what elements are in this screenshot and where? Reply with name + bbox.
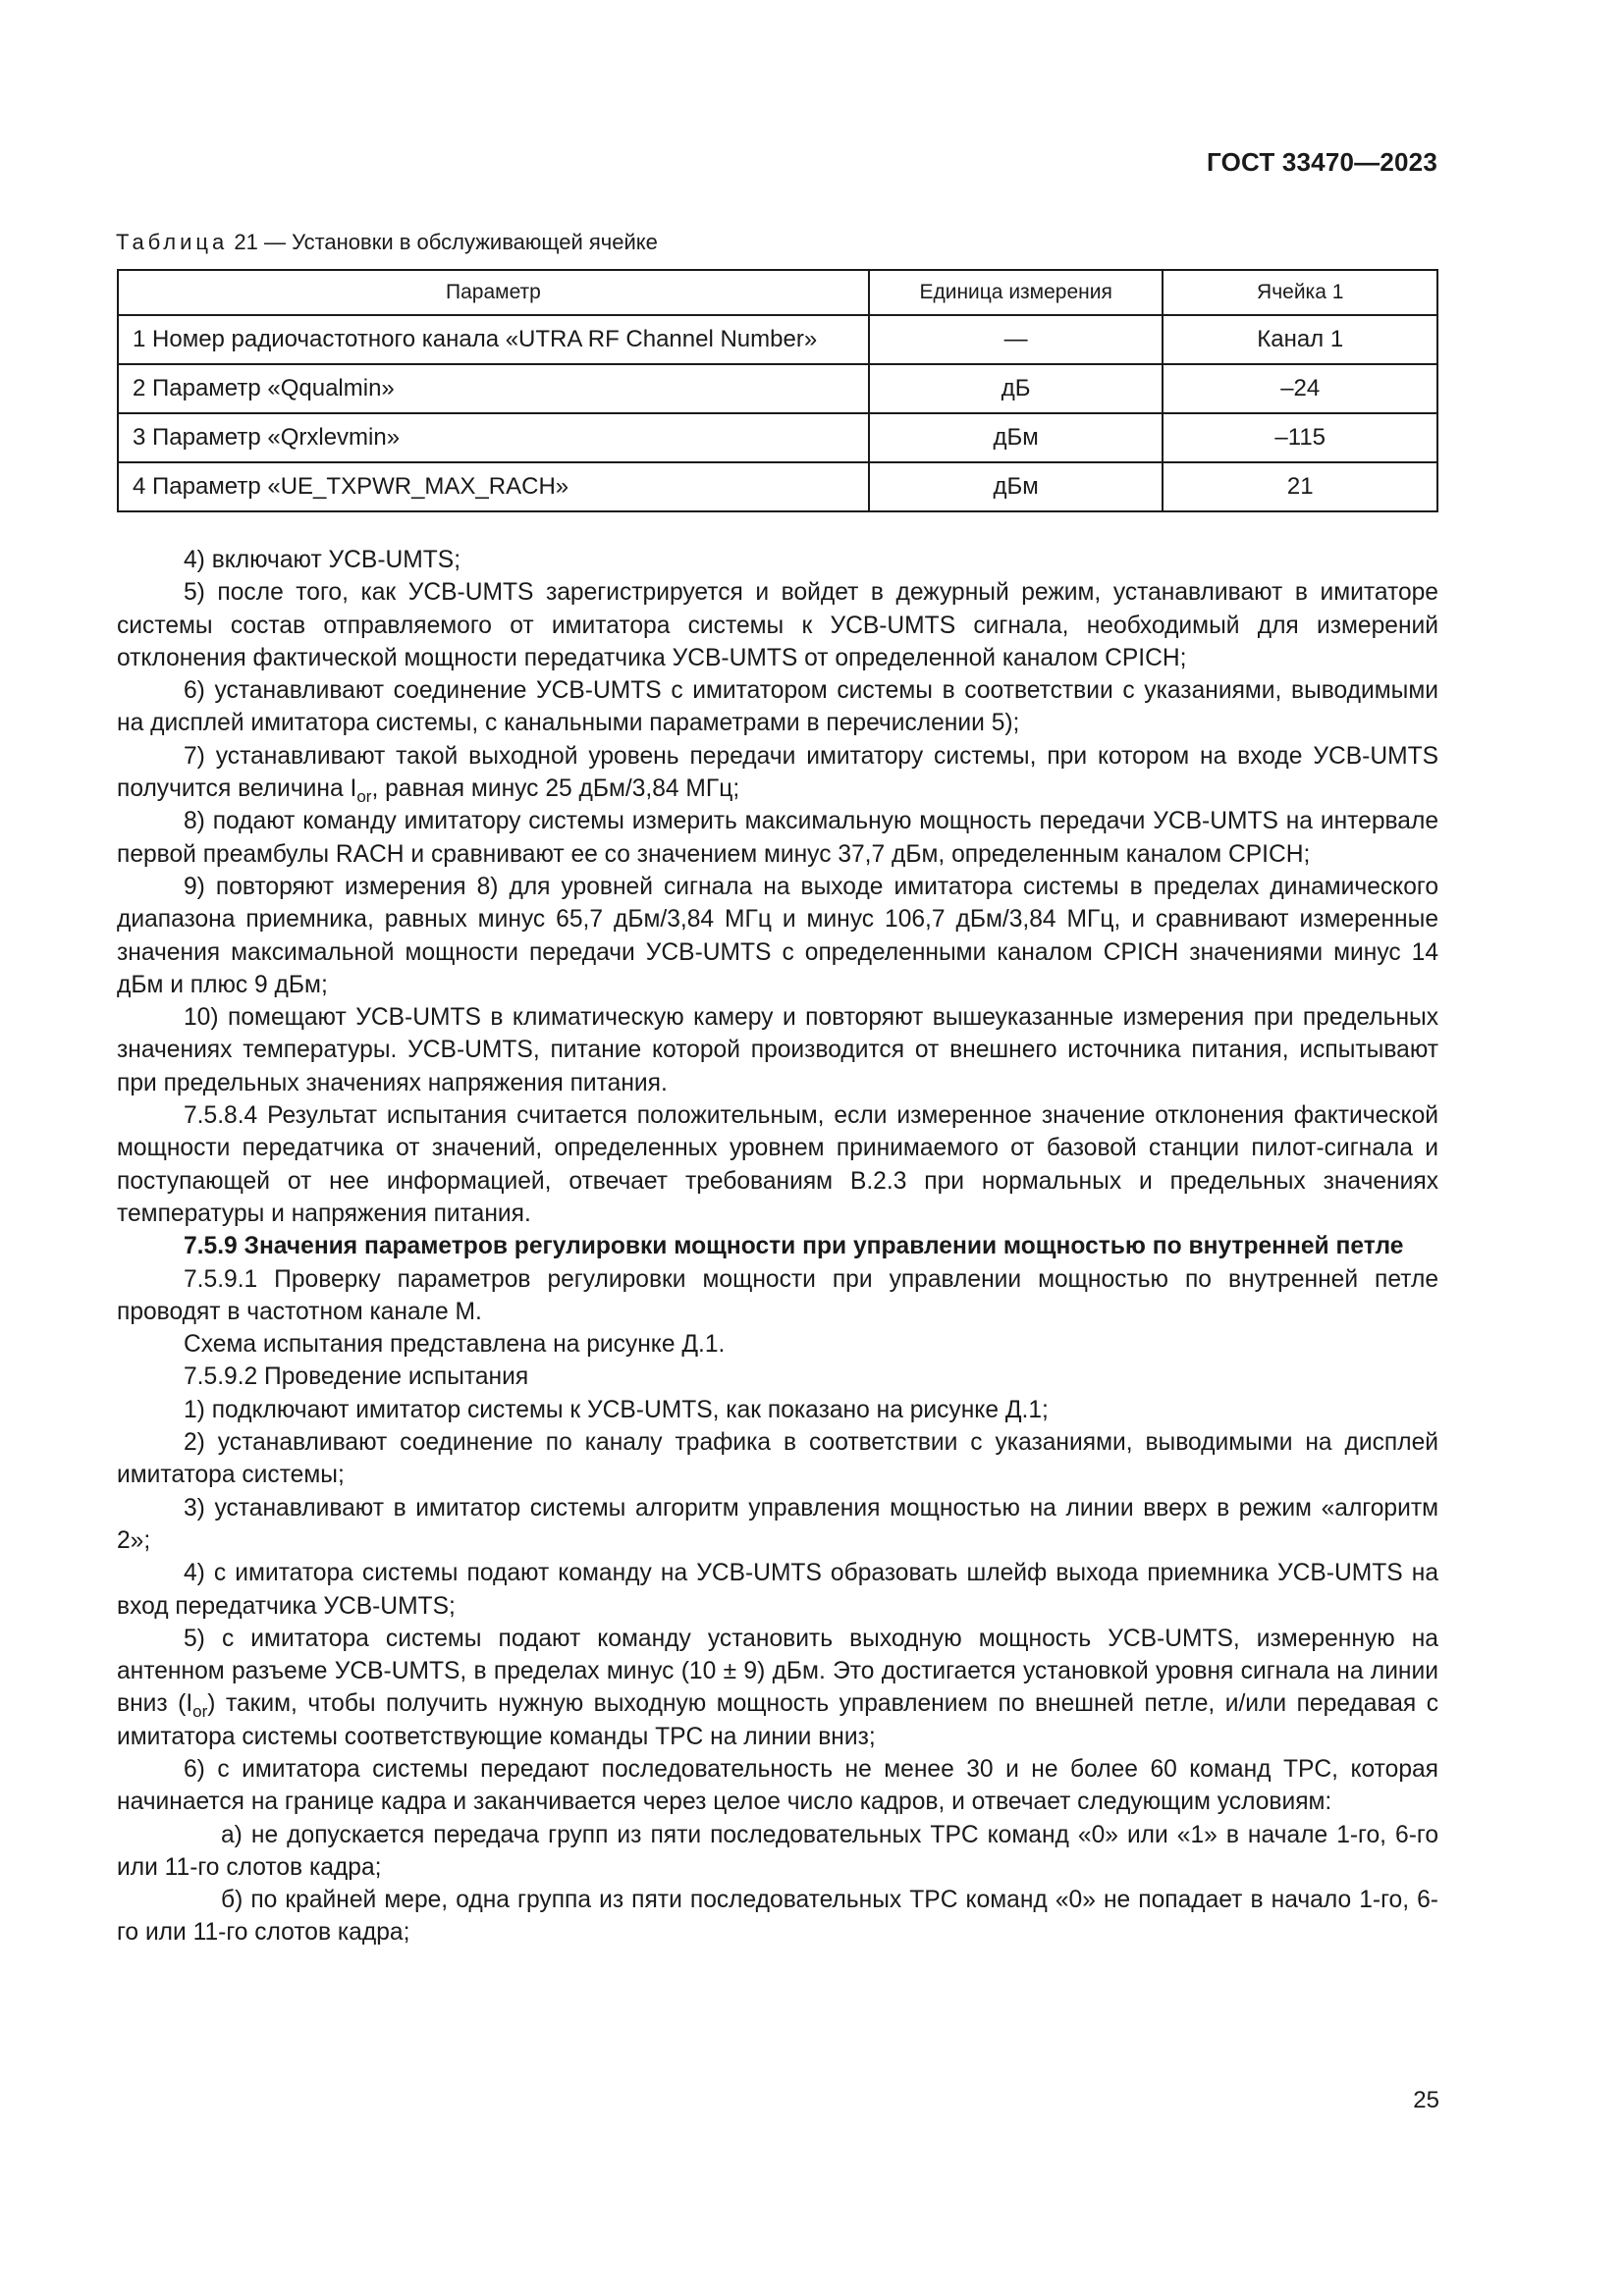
table-cell: –115	[1163, 413, 1437, 462]
paragraph: 6) устанавливают соединение УСВ-UMTS с имитатором системы в соответствии с указаниями, выводимыми на дисплей имитатора системы, с канальными параметрами в перечислении 5);	[117, 677, 1438, 737]
table-cell: 1 Номер радиочастотного канала «UTRA RF Channel Number»	[118, 315, 869, 364]
paragraph: 5) после того, как УСВ-UMTS зарегистрируется и войдет в дежурный режим, устанавливают в имитаторе системы состав отправляемого от имитатора системы к УСВ-UMTS сигнала, необходимый для измерений отклонения фактической мощности передатчика УСВ-UMTS от определенной каналом CPICH;	[117, 579, 1438, 671]
paragraph: 4) с имитатора системы подают команду на УСВ-UMTS образовать шлейф выхода приемника УСВ-UMTS на вход передатчика УСВ-UMTS;	[117, 1560, 1438, 1620]
text-run: , равная минус 25 дБм/3,84 МГц;	[371, 775, 740, 803]
paragraph: 7.5.9.1 Проверку параметров регулировки мощности при управлении мощностью по внутренней петле проводят в частотном канале М.	[117, 1265, 1438, 1325]
table-row	[118, 462, 1437, 511]
table-cell: 21	[1163, 462, 1437, 511]
table-header-row	[118, 270, 1437, 315]
table-caption-text: 21 — Установки в обслуживающей ячейке	[228, 230, 658, 254]
table-cell: Канал 1	[1163, 315, 1437, 364]
paragraph: 4) включают УСВ-UMTS;	[184, 547, 461, 573]
paragraph: 7.5.8.4 Результат испытания считается положительным, если измеренное значение отклонения фактической мощности передатчика от значений, определенных уровнем принимаемого от базовой станции пилот-сигнала и поступающей от нее информацией, отвечает требованиям В.2.3 при нормальных и предельных значениях температуры и напряжения питания.	[117, 1102, 1438, 1227]
text-run: 7) устанавливают такой выходной уровень передачи имитатору системы, при котором на входе УСВ-UMTS получится величина I	[117, 742, 1438, 803]
table-cell: 2 Параметр «Qqualmin»	[118, 364, 869, 413]
standard-number: ГОСТ 33470—2023	[1207, 147, 1437, 177]
subscript: or	[356, 786, 372, 806]
table-caption-prefix: Таблица	[116, 230, 229, 254]
table-cell: дБ	[869, 364, 1164, 413]
table-header-cell: Ячейка 1	[1163, 270, 1437, 315]
table-row	[118, 364, 1437, 413]
paragraph: 7.5.9.2 Проведение испытания	[184, 1363, 529, 1391]
sub-list-item: б) по крайней мере, одна группа из пяти последовательных TPC команд «0» не попадает в начало 1-го, 6-го или 11-го слотов кадра;	[117, 1887, 1438, 1947]
table-row	[118, 315, 1437, 364]
table-cell: —	[869, 315, 1164, 364]
settings-table	[117, 269, 1438, 512]
subscript: or	[192, 1702, 208, 1722]
table-header-cell: Единица измерения	[869, 270, 1164, 315]
paragraph: 3) устанавливают в имитатор системы алгоритм управления мощностью на линии вверх в режим «алгоритм 2»;	[117, 1494, 1438, 1554]
text-run: 5) с имитатора системы подают команду установить выходную мощность УСВ-UMTS, измеренную на антенном разъеме УСВ-UMTS, в пределах минус (10 ± 9) дБм. Это достигается установкой уровня сигнала на линии вниз (I	[117, 1625, 1438, 1718]
paragraph: 2) устанавливают соединение по каналу трафика в соответствии с указаниями, выводимыми на дисплей имитатора системы;	[117, 1429, 1438, 1489]
table-cell: –24	[1163, 364, 1437, 413]
paragraph: 1) подключают имитатор системы к УСВ-UMTS, как показано на рисунке Д.1;	[184, 1396, 1049, 1423]
paragraph: 9) повторяют измерения 8) для уровней сигнала на выходе имитатора системы в пределах динамического диапазона приемника, равных минус 65,7 дБм/3,84 МГц и минус 106,7 дБм/3,84 МГц, и сравнивают измеренные значения максимальной мощности передачи УСВ-UMTS с определенными каналом CPICH значениями минус 14 дБм и плюс 9 дБм;	[117, 873, 1438, 998]
body-text	[117, 544, 1438, 1949]
table-cell: дБм	[869, 413, 1164, 462]
paragraph: 6) с имитатора системы передают последовательность не менее 30 и не более 60 команд TPC, которая начинается на границе кадра и заканчивается через целое число кадров, и отвечает следующим условиям:	[117, 1755, 1438, 1816]
page-number: 25	[1413, 2087, 1439, 2113]
sub-list-item: а) не допускается передача групп из пяти последовательных TPC команд «0» или «1» в начале 1-го, 6-го или 11-го слотов кадра;	[117, 1821, 1438, 1881]
table-cell: 3 Параметр «Qrxlevmin»	[118, 413, 869, 462]
table-cell: 4 Параметр «UE_TXPWR_MAX_RACH»	[118, 462, 869, 511]
paragraph: 8) подают команду имитатору системы измерить максимальную мощность передачи УСВ-UMTS на интервале первой преамбулы RACH и сравнивают ее со значением минус 37,7 дБм, определенным каналом CPICH;	[117, 808, 1438, 868]
table-cell: дБм	[869, 462, 1164, 511]
paragraph: Схема испытания представлена на рисунке Д.1.	[184, 1331, 726, 1359]
section-heading: 7.5.9 Значения параметров регулировки мощности при управлении мощностью по внутренней петле	[184, 1233, 1404, 1260]
table-row	[118, 413, 1437, 462]
text-run: ) таким, чтобы получить нужную выходную мощность управлением по внешней петле, и/или передавая с имитатора системы соответствующие команды TPC на линии вниз;	[117, 1690, 1438, 1750]
paragraph	[117, 740, 1438, 806]
paragraph: 10) помещают УСВ-UMTS в климатическую камеру и повторяют вышеуказанные измерения при предельных значениях температуры. УСВ-UMTS, питание которой производится от внешнего источника питания, испытывают при предельных значениях напряжения питания.	[117, 1004, 1438, 1096]
table-header-cell: Параметр	[118, 270, 869, 315]
paragraph	[117, 1623, 1438, 1753]
table-caption	[116, 230, 658, 255]
